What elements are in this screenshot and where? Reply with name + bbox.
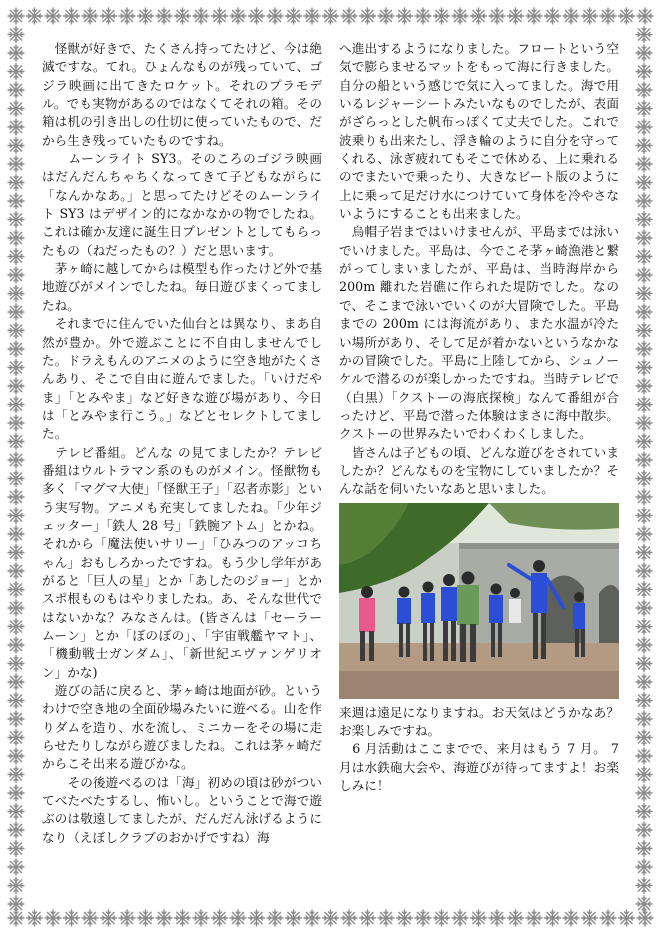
border-flake-icon bbox=[8, 267, 24, 283]
border-flake-icon bbox=[563, 910, 579, 926]
border-flake-icon bbox=[138, 8, 154, 24]
border-flake-icon bbox=[636, 804, 652, 820]
right-column bbox=[339, 40, 624, 795]
border-flake-icon bbox=[230, 8, 246, 24]
border-flake-icon bbox=[8, 545, 24, 561]
group-photo bbox=[339, 503, 619, 699]
border-flake-icon bbox=[636, 156, 652, 172]
border-flake-icon bbox=[304, 910, 320, 926]
border-flake-icon bbox=[8, 767, 24, 783]
border-flake-icon bbox=[636, 286, 652, 302]
border-flake-icon bbox=[397, 8, 413, 24]
border-flake-icon bbox=[360, 8, 376, 24]
paragraph-monster-toys: 怪獣が好きで、たくさん持ってたけど、今は絶滅ですな。てれ。ひょんなものが残っていて、ゴジラ映画に出てきたロケット。それのプラモデル。でも実物があるのではなくてそれの箱。その箱は机の引き出しの仕切に使っていたもので、だから生き残っていたものですね。 bbox=[42, 41, 322, 148]
border-flake-icon bbox=[563, 8, 579, 24]
border-flake-icon bbox=[8, 859, 24, 875]
border-flake-icon bbox=[508, 8, 524, 24]
border-flake-icon bbox=[526, 8, 542, 24]
border-flake-icon bbox=[415, 8, 431, 24]
border-flake-icon bbox=[636, 82, 652, 98]
border-flake-icon bbox=[8, 693, 24, 709]
border-flake-icon bbox=[8, 730, 24, 746]
border-flake-icon bbox=[636, 101, 652, 117]
left-column bbox=[42, 40, 322, 847]
border-flake-icon bbox=[452, 8, 468, 24]
border-flake-icon bbox=[636, 656, 652, 672]
border-flake-icon bbox=[101, 8, 117, 24]
border-flake-icon bbox=[636, 582, 652, 598]
border-flake-icon bbox=[636, 896, 652, 912]
border-flake-icon bbox=[8, 674, 24, 690]
border-flake-icon bbox=[45, 8, 61, 24]
border-flake-icon bbox=[8, 249, 24, 265]
border-flake-icon bbox=[636, 452, 652, 468]
border-flake-icon bbox=[8, 471, 24, 487]
border-flake-icon bbox=[8, 637, 24, 653]
border-flake-icon bbox=[8, 64, 24, 80]
border-flake-icon bbox=[619, 8, 635, 24]
border-flake-icon bbox=[304, 8, 320, 24]
border-flake-icon bbox=[8, 415, 24, 431]
border-flake-icon bbox=[545, 910, 561, 926]
border-flake-icon bbox=[8, 193, 24, 209]
border-flake-icon bbox=[156, 910, 172, 926]
border-flake-icon bbox=[8, 582, 24, 598]
border-flake-icon bbox=[8, 8, 24, 24]
border-flake-icon bbox=[636, 378, 652, 394]
border-flake-icon bbox=[230, 910, 246, 926]
border-flake-icon bbox=[249, 8, 265, 24]
border-flake-icon bbox=[249, 910, 265, 926]
border-flake-icon bbox=[175, 8, 191, 24]
border-flake-icon bbox=[8, 896, 24, 912]
border-flake-icon bbox=[636, 619, 652, 635]
border-flake-icon bbox=[636, 471, 652, 487]
border-flake-icon bbox=[619, 910, 635, 926]
border-flake-icon bbox=[323, 910, 339, 926]
border-flake-icon bbox=[45, 910, 61, 926]
border-flake-icon bbox=[341, 8, 357, 24]
border-flake-icon bbox=[64, 910, 80, 926]
border-flake-icon bbox=[8, 304, 24, 320]
border-flake-icon bbox=[600, 910, 616, 926]
border-flake-icon bbox=[286, 910, 302, 926]
border-flake-icon bbox=[8, 82, 24, 98]
border-flake-icon bbox=[156, 8, 172, 24]
border-flake-icon bbox=[636, 693, 652, 709]
border-flake-icon bbox=[8, 619, 24, 635]
paragraph-moonlight-sy3: ムーンライト SY3。そのころのゴジラ映画はだんだんちゃちくなってきて子どもながらに「なんかなあ。」と思ってたけどそのムーンライト SY3 はデザイン的になかなかの物でしたね。これは確か友達に誕生日プレゼントとしてもらったもの（ねだったもの？）だと思います。 bbox=[42, 151, 322, 258]
border-flake-icon bbox=[471, 910, 487, 926]
border-flake-icon bbox=[82, 910, 98, 926]
border-flake-icon bbox=[8, 323, 24, 339]
border-flake-icon bbox=[636, 193, 652, 209]
border-flake-icon bbox=[434, 8, 450, 24]
border-flake-icon bbox=[175, 910, 191, 926]
border-flake-icon bbox=[636, 545, 652, 561]
border-flake-icon bbox=[267, 8, 283, 24]
border-flake-icon bbox=[8, 360, 24, 376]
border-flake-icon bbox=[636, 841, 652, 857]
border-flake-icon bbox=[526, 910, 542, 926]
border-flake-icon bbox=[119, 910, 135, 926]
border-flake-icon bbox=[8, 508, 24, 524]
border-flake-icon bbox=[471, 8, 487, 24]
border-flake-icon bbox=[8, 489, 24, 505]
border-flake-icon bbox=[8, 878, 24, 894]
border-flake-icon bbox=[434, 910, 450, 926]
border-flake-icon bbox=[8, 230, 24, 246]
border-flake-icon bbox=[489, 8, 505, 24]
border-flake-icon bbox=[600, 8, 616, 24]
border-flake-icon bbox=[636, 508, 652, 524]
border-flake-icon bbox=[636, 822, 652, 838]
border-flake-icon bbox=[27, 910, 43, 926]
border-flake-icon bbox=[636, 415, 652, 431]
border-flake-icon bbox=[27, 8, 43, 24]
border-flake-icon bbox=[636, 212, 652, 228]
border-flake-icon bbox=[138, 910, 154, 926]
border-flake-icon bbox=[636, 304, 652, 320]
border-flake-icon bbox=[636, 138, 652, 154]
border-flake-icon bbox=[378, 910, 394, 926]
border-flake-icon bbox=[452, 910, 468, 926]
border-flake-icon bbox=[636, 175, 652, 191]
border-flake-icon bbox=[82, 8, 98, 24]
paragraph-question: 皆さんは子どもの頃、どんな遊びをされていましたか？どんなものを宝物にしていましたか？そんな話を伺いたいなあと思いました。 bbox=[339, 444, 619, 497]
border-flake-icon bbox=[636, 45, 652, 61]
border-flake-icon bbox=[64, 8, 80, 24]
paragraph-sendai-nature: それまでに住んでいた仙台とは異なり、まあ自然が豊か。外で遊ぶことに不自由しませんでした。ドラえもんのアニメのように空き地がたくさんあり、そこで自由に遊んでました。「いけだやま」「とみやま」など好きな遊び場があり、今日は「とみやま行こう。」などとセレクトしてました。 bbox=[42, 316, 322, 442]
border-flake-icon bbox=[582, 910, 598, 926]
border-flake-icon bbox=[8, 434, 24, 450]
border-flake-icon bbox=[8, 101, 24, 117]
border-flake-icon bbox=[378, 8, 394, 24]
border-flake-icon bbox=[8, 452, 24, 468]
border-flake-icon bbox=[8, 711, 24, 727]
border-flake-icon bbox=[341, 910, 357, 926]
border-flake-icon bbox=[323, 8, 339, 24]
paragraph-sea-intro: その後遊べるのは「海」初めの頃は砂がついてべたべたするし、怖いし。ということで海で遊ぶのは敬遠してましたが、だんだん泳げるようになり（えぼしクラブのおかげですね）海 bbox=[42, 774, 322, 845]
border-flake-icon bbox=[636, 637, 652, 653]
border-flake-icon bbox=[636, 64, 652, 80]
paragraph-sand-play: 遊びの話に戻ると、茅ヶ崎は地面が砂。というわけで空き地の全面砂場みたいに遊べる。山を作りダムを造り、水を流し、ミニカーをその場に走らせたりしながら遊びましたね。これは茅ヶ崎だからこそ出来る遊びかな。 bbox=[42, 683, 322, 772]
border-flake-icon bbox=[8, 822, 24, 838]
border-flake-icon bbox=[8, 563, 24, 579]
border-flake-icon bbox=[636, 526, 652, 542]
border-flake-icon bbox=[8, 175, 24, 191]
border-flake-icon bbox=[636, 267, 652, 283]
paragraph-excursion: 来週は遠足になりますね。お天気はどうかなあ？お楽しみですね。 bbox=[339, 704, 619, 738]
border-flake-icon bbox=[636, 397, 652, 413]
border-flake-icon bbox=[636, 878, 652, 894]
paragraph-tv-programs: テレビ番組。どんな の見てましたか？テレビ番組はウルトラマン系のものがメイン。怪獣物も多く「マグマ大使」「怪獣王子」「忍者赤影」という実写物。アニメも充実してましたね。「少年ジェッター」「鉄人 28 号」「鉄腕アトム」とかね。それから「魔法使いサリー」「ひみつのアッコちゃん」おもしろかったですね。もう少し学年があがると「巨人の星」とか「あしたのジョー」とかスポ根ものもはやりましたね。あ、そんな世代ではないかな？みなさんは。(皆さんは「セーラームーン」とか「ぼのぼの」、「宇宙戦艦ヤマト」、「機動戦士ガンダム」、「新世紀エヴァンゲリオン」かな) bbox=[42, 444, 322, 680]
border-flake-icon bbox=[636, 489, 652, 505]
border-flake-icon bbox=[8, 841, 24, 857]
border-flake-icon bbox=[582, 8, 598, 24]
border-flake-icon bbox=[397, 910, 413, 926]
border-flake-icon bbox=[636, 563, 652, 579]
border-flake-icon bbox=[119, 8, 135, 24]
paragraph-float-mat: へ進出するようになりました。フロートという空気で膨らませるマットをもって海に行きました。自分の船という感じで気に入ってました。海で用いるレジャーシートみたいなものでしたが、表面がざらっとした帆布っぽくて丈夫でした。これで波乗りも出来たし、浮き輪のように自分を守ってくれる、泳ぎ疲れてもそこで休める、上に乗れるのでまたいで乗ったり、大きなビート版のように上に乗って足だけ水につけていて身体を冷やさないようにすることも出来ました。 bbox=[339, 41, 619, 222]
border-flake-icon bbox=[636, 748, 652, 764]
border-flake-icon bbox=[267, 910, 283, 926]
border-flake-icon bbox=[508, 910, 524, 926]
border-flake-icon bbox=[636, 600, 652, 616]
border-flake-icon bbox=[8, 397, 24, 413]
border-flake-icon bbox=[636, 230, 652, 246]
border-flake-icon bbox=[636, 360, 652, 376]
paragraph-hirashima: 烏帽子岩まではいけませんが、平島までは泳いでいけました。平島は、今でこそ茅ヶ崎漁港と繋がってしまいましたが、平島は、当時海岸から 200m 離れた岩礁に作られた堤防でした。なので、そこまで泳いでいくのが大冒険でした。平島までの 200m には海流があり、また水温が冷たい場所があり、そして足が着かないというなかなかの冒険でした。平島に上陸してから、シュノーケルで潜るのが楽しかったですね。当時テレビで（白黒）「クストーの海底探検」なんて番組が合ったけど、平島で潜った体験はまさに海中散歩。クストーの世界みたいでわくわくしました。 bbox=[339, 224, 624, 442]
border-flake-icon bbox=[636, 767, 652, 783]
border-flake-icon bbox=[8, 526, 24, 542]
border-flake-icon bbox=[8, 212, 24, 228]
border-flake-icon bbox=[8, 378, 24, 394]
border-flake-icon bbox=[8, 656, 24, 672]
border-flake-icon bbox=[360, 910, 376, 926]
border-flake-icon bbox=[8, 156, 24, 172]
border-flake-icon bbox=[8, 138, 24, 154]
border-flake-icon bbox=[636, 434, 652, 450]
border-flake-icon bbox=[8, 804, 24, 820]
border-flake-icon bbox=[636, 27, 652, 43]
paragraph-chigasaki-play: 茅ヶ崎に越してからは模型も作ったけど外で基地遊びがメインでしたね。毎日遊びまくってましたね。 bbox=[42, 261, 322, 313]
border-flake-icon bbox=[636, 341, 652, 357]
border-flake-icon bbox=[636, 249, 652, 265]
border-flake-icon bbox=[101, 910, 117, 926]
border-flake-icon bbox=[636, 859, 652, 875]
border-flake-icon bbox=[286, 8, 302, 24]
border-flake-icon bbox=[415, 910, 431, 926]
border-flake-icon bbox=[545, 8, 561, 24]
border-flake-icon bbox=[193, 910, 209, 926]
paragraph-next-month: 6 月活動はここまでで、来月はもう 7 月。 7 月は水鉄砲大会や、海遊びが待ってますよ！お楽しみに！ bbox=[339, 741, 624, 793]
border-flake-icon bbox=[8, 45, 24, 61]
border-flake-icon bbox=[637, 8, 653, 24]
border-flake-icon bbox=[8, 341, 24, 357]
border-flake-icon bbox=[8, 286, 24, 302]
border-flake-icon bbox=[8, 119, 24, 135]
border-flake-icon bbox=[212, 910, 228, 926]
border-flake-icon bbox=[636, 119, 652, 135]
border-flake-icon bbox=[8, 27, 24, 43]
border-flake-icon bbox=[193, 8, 209, 24]
border-flake-icon bbox=[8, 600, 24, 616]
border-flake-icon bbox=[212, 8, 228, 24]
border-flake-icon bbox=[636, 323, 652, 339]
border-flake-icon bbox=[8, 748, 24, 764]
border-flake-icon bbox=[489, 910, 505, 926]
border-flake-icon bbox=[636, 711, 652, 727]
border-flake-icon bbox=[636, 674, 652, 690]
border-flake-icon bbox=[637, 910, 653, 926]
border-flake-icon bbox=[636, 785, 652, 801]
border-flake-icon bbox=[8, 785, 24, 801]
border-flake-icon bbox=[636, 730, 652, 746]
